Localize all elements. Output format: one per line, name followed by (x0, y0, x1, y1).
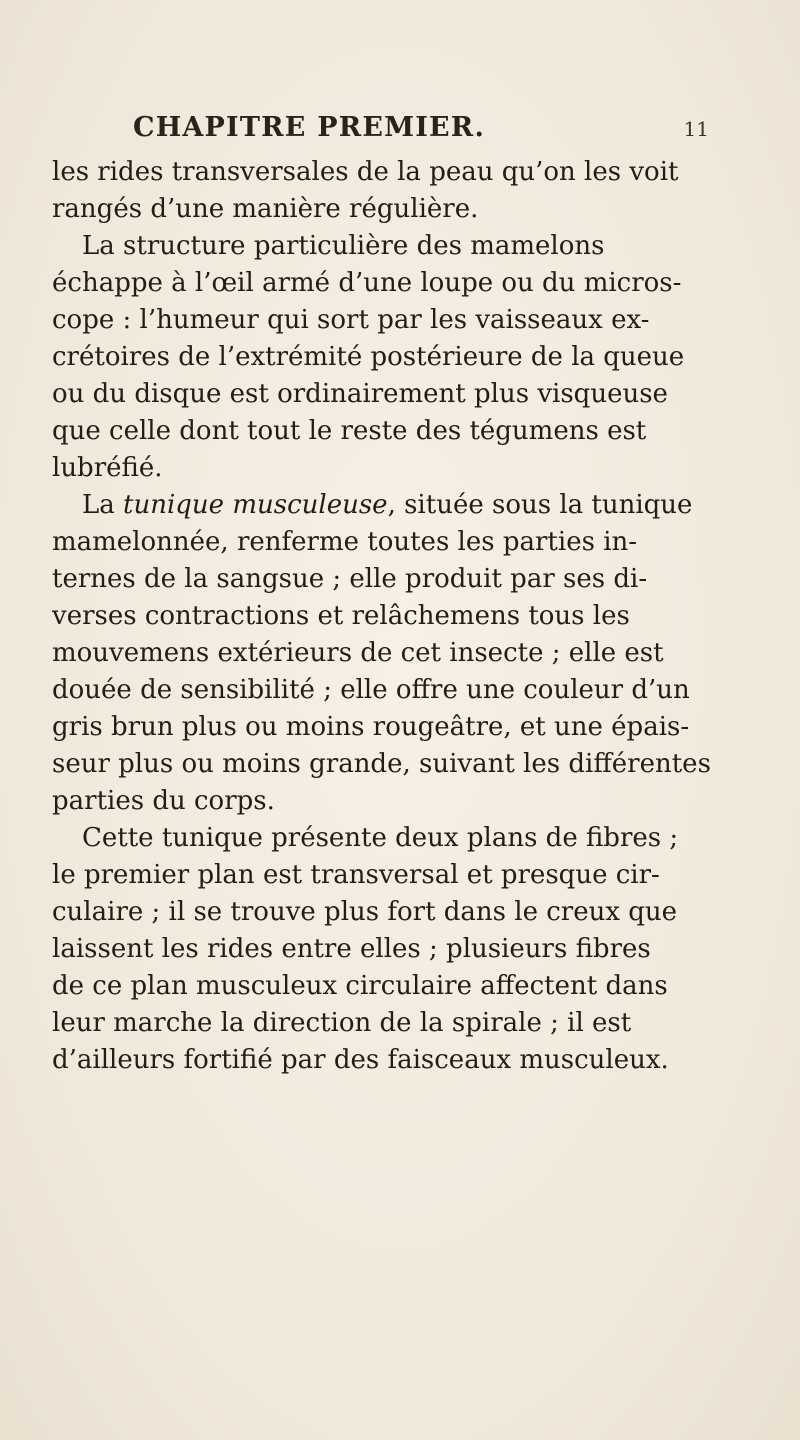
emphasized-term: tunique musculeuse (123, 490, 388, 520)
text-line: verses contractions et relâchemens tous les (52, 601, 630, 631)
text-line: mamelonnée, renferme toutes les parties in- (52, 527, 638, 557)
text-line: échappe à l’œil armé d’une loupe ou du micros- (52, 268, 682, 298)
text-line: laissent les rides entre elles ; plusieurs fibres (52, 934, 651, 964)
text-line-emphasis (52, 487, 762, 524)
text-line: le premier plan est transversal et presque cir- (52, 860, 660, 890)
line-suffix: , située sous la tunique (387, 490, 693, 520)
text-line: ou du disque est ordinairement plus visqueuse (52, 379, 668, 409)
line-prefix: La (82, 490, 124, 520)
page-header (133, 112, 773, 152)
text-line: crétoires de l’extrémité postérieure de la queue (52, 342, 685, 372)
text-line: gris brun plus ou moins rougeâtre, et une épais- (52, 712, 690, 742)
body-text (52, 154, 762, 1079)
text-line: parties du corps. (52, 786, 275, 816)
text-line: d’ailleurs fortifié par des faisceaux musculeux. (52, 1045, 669, 1075)
text-line: Cette tunique présente deux plans de fibres ; (82, 823, 679, 853)
text-line: lubréfié. (52, 453, 163, 483)
text-line: cope : l’humeur qui sort par les vaisseaux ex- (52, 305, 650, 335)
text-line: culaire ; il se trouve plus fort dans le creux que (52, 897, 678, 927)
text-line: de ce plan musculeux circulaire affectent dans (52, 971, 668, 1001)
text-line: seur plus ou moins grande, suivant les différentes (52, 749, 711, 779)
text-line: rangés d’une manière régulière. (52, 194, 479, 224)
running-head: CHAPITRE PREMIER. (133, 112, 486, 143)
text-line: leur marche la direction de la spirale ; il est (52, 1008, 632, 1038)
page-number: 11 (683, 117, 709, 141)
text-line: mouvemens extérieurs de cet insecte ; elle est (52, 638, 664, 668)
text-line: La structure particulière des mamelons (82, 231, 605, 261)
text-line: les rides transversales de la peau qu’on les voit (52, 157, 679, 187)
text-line: que celle dont tout le reste des tégumens est (52, 416, 647, 446)
text-line: ternes de la sangsue ; elle produit par ses di- (52, 564, 648, 594)
text-line: douée de sensibilité ; elle offre une couleur d’un (52, 675, 690, 705)
